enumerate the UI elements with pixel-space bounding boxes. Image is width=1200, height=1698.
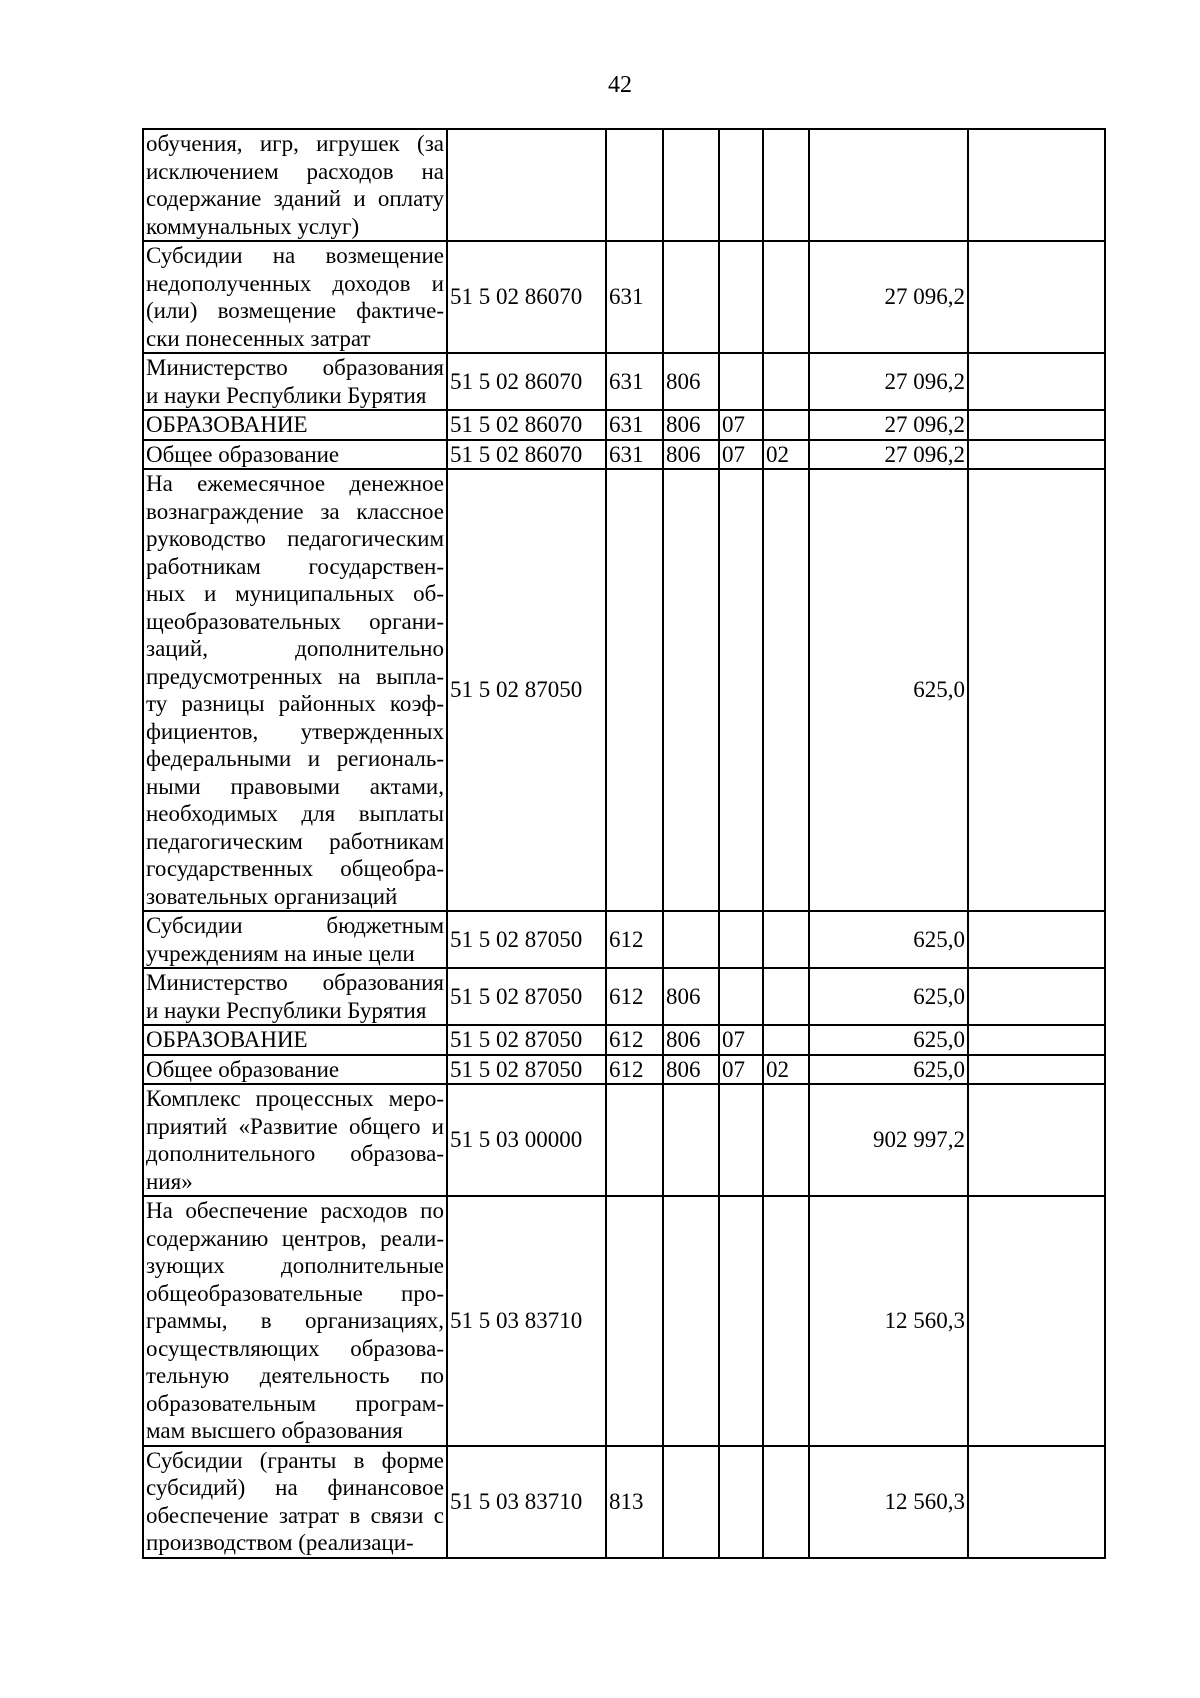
description-cell (143, 1055, 447, 1085)
description-line: государственных общеобра- (146, 856, 444, 881)
budget-code-cell: 51 5 02 87050 (447, 1025, 606, 1055)
table-row (143, 410, 1105, 440)
subsection-cell (763, 353, 809, 410)
description-line: (или) возмещение фактиче- (146, 298, 444, 323)
description-line: Общее образование (146, 441, 340, 467)
description-line: обеспечение затрат в связи с (146, 1502, 444, 1528)
description-cell (143, 1446, 447, 1558)
expense-type-cell (606, 469, 663, 911)
section-cell (719, 129, 763, 241)
description-line: ту разницы районных коэф- (146, 691, 444, 716)
description-cell (143, 1025, 447, 1055)
ministry-code-cell: 806 (663, 1025, 719, 1055)
description-line: Министерство образования (146, 970, 444, 995)
description-line: общеобразовательные про- (146, 1280, 444, 1306)
expense-type-cell: 631 (606, 241, 663, 353)
table-row (143, 968, 1105, 1025)
description-line: мам высшего образования (146, 1418, 403, 1443)
section-cell (719, 911, 763, 968)
extra-cell (968, 469, 1105, 911)
budget-code-cell: 51 5 03 83710 (447, 1446, 606, 1558)
description-line: Комплекс процессных меро- (146, 1086, 444, 1111)
description-cell (143, 129, 447, 241)
amount-cell: 902 997,2 (809, 1084, 968, 1196)
description-line: федеральными и региональ- (146, 746, 444, 771)
description-line: образовательным програм- (146, 1390, 444, 1416)
description-line: ния» (146, 1168, 193, 1194)
extra-cell (968, 410, 1105, 440)
subsection-cell (763, 1196, 809, 1446)
description-line: осуществляющих образова- (146, 1335, 444, 1361)
subsection-cell (763, 241, 809, 353)
description-cell (143, 353, 447, 410)
budget-code-cell: 51 5 02 87050 (447, 911, 606, 968)
table-row (143, 353, 1105, 410)
expense-type-cell: 631 (606, 353, 663, 410)
extra-cell (968, 1025, 1105, 1055)
extra-cell (968, 241, 1105, 353)
description-line: Общее образование (146, 1056, 340, 1082)
section-cell: 07 (719, 410, 763, 440)
description-line: производством (реализаци- (146, 1530, 414, 1555)
table-row (143, 469, 1105, 911)
expense-type-cell: 612 (606, 1055, 663, 1085)
description-line: тельную деятельность по (146, 1363, 444, 1388)
description-line: Министерство образования (146, 355, 444, 380)
ministry-code-cell (663, 469, 719, 911)
description-line: учреждениям на иные цели (146, 940, 415, 966)
subsection-cell (763, 1084, 809, 1196)
ministry-code-cell (663, 1196, 719, 1446)
description-line: предусмотренных на выпла- (146, 663, 444, 689)
description-line: исключением расходов на (146, 158, 444, 184)
subsection-cell (763, 1446, 809, 1558)
table-row (143, 440, 1105, 470)
ministry-code-cell: 806 (663, 1055, 719, 1085)
extra-cell (968, 440, 1105, 470)
description-line: зующих дополнительные (146, 1253, 444, 1278)
description-line: Субсидии на возмещение (146, 243, 444, 268)
extra-cell (968, 1084, 1105, 1196)
description-line: ных и муниципальных об- (146, 581, 444, 606)
ministry-code-cell: 806 (663, 968, 719, 1025)
subsection-cell (763, 968, 809, 1025)
amount-cell: 12 560,3 (809, 1446, 968, 1558)
table-row (143, 1025, 1105, 1055)
section-cell (719, 1196, 763, 1446)
description-line: заций, дополнительно (146, 636, 444, 661)
description-line: вознаграждение за классное (146, 498, 444, 524)
expense-type-cell (606, 1196, 663, 1446)
description-line: необходимых для выплаты (146, 801, 444, 826)
expense-type-cell: 612 (606, 1025, 663, 1055)
description-line: субсидий) на финансовое (146, 1475, 444, 1500)
description-line: фициентов, утвержденных (146, 718, 444, 744)
subsection-cell: 02 (763, 440, 809, 470)
expense-type-cell: 813 (606, 1446, 663, 1558)
description-cell (143, 410, 447, 440)
subsection-cell (763, 410, 809, 440)
description-line: и науки Республики Бурятия (146, 382, 427, 408)
amount-cell: 27 096,2 (809, 410, 968, 440)
description-line: недополученных доходов и (146, 270, 444, 296)
table-row (143, 1055, 1105, 1085)
description-line: На обеспечение расходов по (146, 1198, 444, 1223)
subsection-cell (763, 129, 809, 241)
table-row (143, 241, 1105, 353)
section-cell: 07 (719, 1025, 763, 1055)
ministry-code-cell: 806 (663, 353, 719, 410)
expense-type-cell: 612 (606, 968, 663, 1025)
description-line: педагогическим работникам (146, 828, 444, 854)
ministry-code-cell: 806 (663, 410, 719, 440)
description-line: граммы, в организациях, (146, 1308, 444, 1333)
ministry-code-cell (663, 129, 719, 241)
section-cell (719, 1446, 763, 1558)
section-cell (719, 241, 763, 353)
amount-cell: 625,0 (809, 1025, 968, 1055)
description-line: ОБРАЗОВАНИЕ (146, 1027, 308, 1052)
table-row (143, 1084, 1105, 1196)
description-line: руководство педагогическим (146, 526, 444, 551)
description-line: коммунальных услуг) (146, 213, 360, 239)
budget-code-cell: 51 5 02 86070 (447, 410, 606, 440)
expense-type-cell: 631 (606, 410, 663, 440)
section-cell (719, 968, 763, 1025)
budget-table (142, 128, 1106, 1559)
description-line: и науки Республики Бурятия (146, 997, 427, 1023)
extra-cell (968, 129, 1105, 241)
description-cell (143, 469, 447, 911)
description-line: ными правовыми актами, (146, 773, 444, 799)
table-row (143, 911, 1105, 968)
subsection-cell (763, 911, 809, 968)
description-line: дополнительного образова- (146, 1141, 444, 1166)
description-cell (143, 1084, 447, 1196)
description-line: приятий «Развитие общего и (146, 1113, 444, 1139)
extra-cell (968, 1446, 1105, 1558)
amount-cell (809, 129, 968, 241)
amount-cell: 625,0 (809, 1055, 968, 1085)
description-line: содержанию центров, реали- (146, 1225, 444, 1251)
description-cell (143, 1196, 447, 1446)
extra-cell (968, 1055, 1105, 1085)
description-cell (143, 241, 447, 353)
description-line: обучения, игр, игрушек (за (146, 131, 444, 156)
expense-type-cell: 612 (606, 911, 663, 968)
extra-cell (968, 1196, 1105, 1446)
expense-type-cell: 631 (606, 440, 663, 470)
table-row (143, 1196, 1105, 1446)
description-line: На ежемесячное денежное (146, 471, 444, 496)
amount-cell: 625,0 (809, 968, 968, 1025)
budget-code-cell: 51 5 02 86070 (447, 440, 606, 470)
budget-code-cell: 51 5 02 87050 (447, 1055, 606, 1085)
table-row (143, 129, 1105, 241)
budget-code-cell: 51 5 02 87050 (447, 469, 606, 911)
section-cell (719, 1084, 763, 1196)
budget-code-cell: 51 5 02 86070 (447, 241, 606, 353)
ministry-code-cell (663, 1446, 719, 1558)
amount-cell: 27 096,2 (809, 440, 968, 470)
ministry-code-cell: 806 (663, 440, 719, 470)
description-line: работникам государствен- (146, 553, 444, 579)
subsection-cell (763, 1025, 809, 1055)
description-line: Субсидии (гранты в форме (146, 1447, 444, 1473)
subsection-cell: 02 (763, 1055, 809, 1085)
ministry-code-cell (663, 1084, 719, 1196)
subsection-cell (763, 469, 809, 911)
amount-cell: 625,0 (809, 911, 968, 968)
ministry-code-cell (663, 241, 719, 353)
section-cell (719, 469, 763, 911)
table-body (143, 129, 1105, 1558)
table-row (143, 1446, 1105, 1558)
extra-cell (968, 968, 1105, 1025)
budget-code-cell: 51 5 03 83710 (447, 1196, 606, 1446)
description-line: зовательных организаций (146, 883, 398, 909)
section-cell (719, 353, 763, 410)
description-cell (143, 911, 447, 968)
section-cell: 07 (719, 440, 763, 470)
budget-code-cell: 51 5 03 00000 (447, 1084, 606, 1196)
budget-code-cell: 51 5 02 86070 (447, 353, 606, 410)
description-line: содержание зданий и оплату (146, 186, 444, 211)
amount-cell: 27 096,2 (809, 353, 968, 410)
amount-cell: 625,0 (809, 469, 968, 911)
expense-type-cell (606, 129, 663, 241)
amount-cell: 27 096,2 (809, 241, 968, 353)
budget-code-cell (447, 129, 606, 241)
amount-cell: 12 560,3 (809, 1196, 968, 1446)
page-number: 42 (608, 72, 632, 98)
extra-cell (968, 353, 1105, 410)
description-line: ОБРАЗОВАНИЕ (146, 412, 308, 437)
expense-type-cell (606, 1084, 663, 1196)
ministry-code-cell (663, 911, 719, 968)
description-cell (143, 968, 447, 1025)
description-line: ски понесенных затрат (146, 325, 371, 351)
section-cell: 07 (719, 1055, 763, 1085)
description-line: Субсидии бюджетным (146, 913, 444, 938)
extra-cell (968, 911, 1105, 968)
budget-code-cell: 51 5 02 87050 (447, 968, 606, 1025)
description-line: щеобразовательных органи- (146, 608, 444, 634)
description-cell (143, 440, 447, 470)
